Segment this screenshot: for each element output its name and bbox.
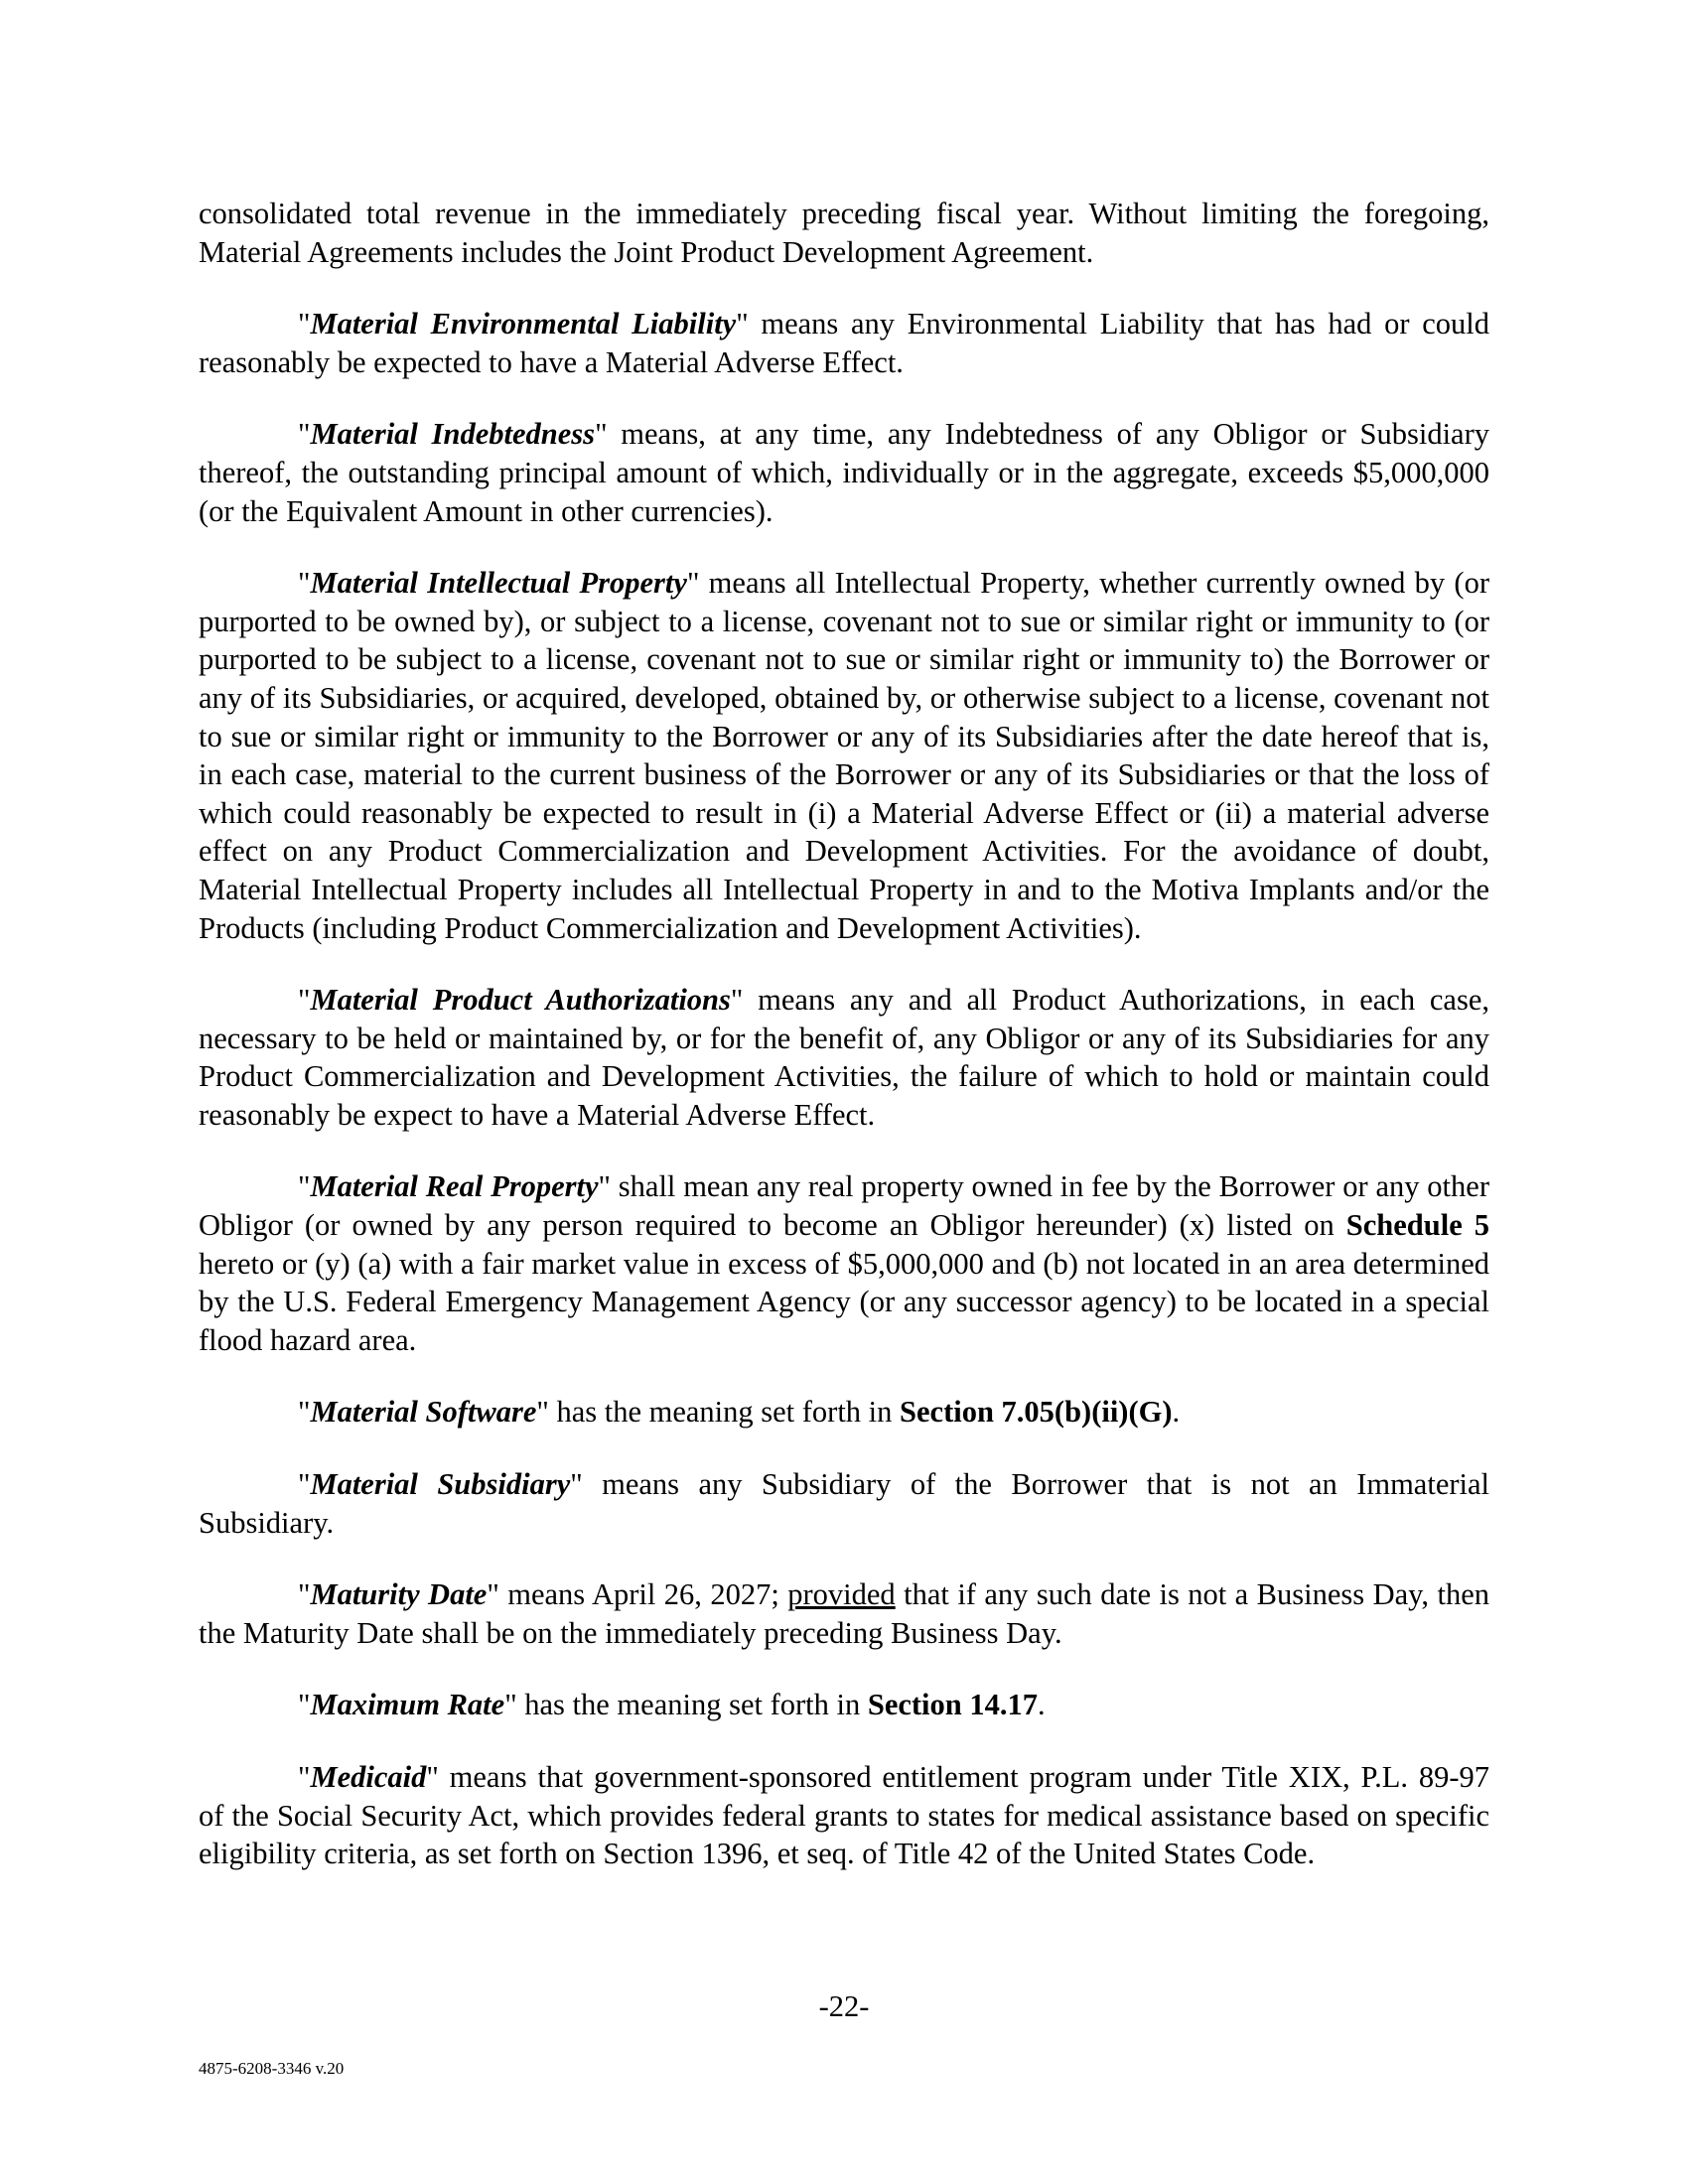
definition-text: means any Subsidiary of the Borrower that is not an Immaterial Subsidiary. [199, 1467, 1489, 1540]
defined-term: Medicaid [310, 1760, 427, 1794]
definition-material-software: "Material Software" has the meaning set forth in Section 7.05(b)(ii)(G). [298, 1395, 1181, 1430]
definition-material-real-property: "Material Real Property" shall mean any real property owned in fee by the Borrower or any other Obligor (or owned by any person required to become an Obligor hereunder) (x) listed on Schedule 5 hereto or (y) (a) with a fair market value in excess of $5,000,000 and (b) not located in an area determined by the U.S. Federal Emergency Management Agency (or any successor agency) to be located in a special flood hazard area. [199, 1169, 1489, 1357]
defined-term: Material Intellectual Property [310, 566, 687, 601]
definition-maximum-rate: "Maximum Rate" has the meaning set forth in Section 14.17. [298, 1688, 1046, 1722]
definition-material-environmental-liability: "Material Environmental Liability" means any Environmental Liability that has had or could reasonably be expected to have a Material Adverse Effect. [199, 307, 1489, 379]
section-reference: Section 14.17 [867, 1688, 1038, 1722]
defined-term: Material Indebtedness [310, 417, 596, 452]
defined-term: Material Product Authorizations [310, 983, 731, 1018]
document-body [199, 195, 1489, 1907]
definition-text: hereto or (y) (a) with a fair market value in excess of $5,000,000 and (b) not located in an area determined by the U.S. Federal Emergency Management Agency (or any successor agency) to be located in a special flood hazard area. [199, 1246, 1489, 1357]
definition-text: means all Intellectual Property, whether currently owned by (or purported to be owned by), or subject to a license, covenant not to sue or similar right or immunity to (or purported to be subject to a license, covenant not to sue or similar right or immunity to) the Borrower or any of its Subsidiaries, or acquired, developed, obtained by, or otherwise subject to a license, covenant not to sue or similar right or immunity to the Borrower or any of its Subsidiaries after the date hereof that is, in each case, material to the current business of the Borrower or any of its Subsidiaries or that the loss of which could reasonably be expected to result in (i) a Material Adverse Effect or (ii) a material adverse effect on any Product Commercialization and Development Activities. For the avoidance of doubt, Material Intellectual Property includes all Intellectual Property in and to the Motiva Implants and/or the Products (including Product Commercialization and Development Activities). [199, 566, 1489, 945]
definition-material-indebtedness: "Material Indebtedness" means, at any time, any Indebtedness of any Obligor or Subsidiary thereof, the outstanding principal amount of which, individually or in the aggregate, exceeds $5,000,000 (or the Equivalent Amount in other currencies). [199, 417, 1489, 528]
defined-term: Maximum Rate [310, 1688, 505, 1722]
paragraph-text: consolidated total revenue in the immediately preceding fiscal year. Without limiting the foregoing, Material Agreements includes the Joint Product Development Agreement. [199, 197, 1489, 269]
document-id: 4875-6208-3346 v.20 [199, 2059, 345, 2078]
definition-text: means, at any time, any Indebtedness of any Obligor or Subsidiary thereof, the outstanding principal amount of which, individually or in the aggregate, exceeds $5,000,000 (or the Equivalent Amount in other currencies). [199, 417, 1489, 528]
defined-term: Material Real Property [310, 1169, 599, 1204]
definition-material-intellectual-property: "Material Intellectual Property" means all Intellectual Property, whether currently owned by (or purported to be owned by), or subject to a license, covenant not to sue or similar right or immunity to (or purported to be subject to a license, covenant not to sue or similar right or immunity to) the Borrower or any of its Subsidiaries, or acquired, developed, obtained by, or otherwise subject to a license, covenant not to sue or similar right or immunity to the Borrower or any of its Subsidiaries after the date hereof that is, in each case, material to the current business of the Borrower or any of its Subsidiaries or that the loss of which could reasonably be expected to result in (i) a Material Adverse Effect or (ii) a material adverse effect on any Product Commercialization and Development Activities. For the avoidance of doubt, Material Intellectual Property includes all Intellectual Property in and to the Motiva Implants and/or the Products (including Product Commercialization and Development Activities). [199, 566, 1489, 945]
underlined-proviso: provided [787, 1577, 896, 1612]
defined-term: Material Environmental Liability [310, 307, 737, 341]
definition-text: means any and all Product Authorizations, in each case, necessary to be held or maintained by, or for the benefit of, any Obligor or any of its Subsidiaries for any Product Commercialization and Development Activities, the failure of which to hold or maintain could reasonably be expect to have a Material Adverse Effect. [199, 983, 1489, 1132]
section-reference: Section 7.05(b)(ii)(G) [900, 1395, 1173, 1430]
definition-text: means April 26, 2027; [498, 1577, 788, 1612]
defined-term: Material Software [310, 1395, 537, 1430]
definition-text: . [1172, 1395, 1181, 1430]
definition-text: . [1038, 1688, 1046, 1722]
definition-text: has the meaning set forth in [548, 1395, 901, 1430]
schedule-reference: Schedule 5 [1345, 1208, 1489, 1243]
defined-term: Maturity Date [310, 1577, 488, 1612]
definition-maturity-date: "Maturity Date" means April 26, 2027; provided that if any such date is not a Business Day, then the Maturity Date shall be on the immediately preceding Business Day. [199, 1577, 1489, 1650]
page-number: -22- [818, 1989, 870, 2023]
definition-text: shall mean any real property owned in fee by the Borrower or any other Obligor (or owned by any person required to become an Obligor hereunder) (x) listed on [199, 1169, 1489, 1243]
defined-term: Material Subsidiary [310, 1467, 571, 1502]
definition-medicaid: "Medicaid" means that government-sponsored entitlement program under Title XIX, P.L. 89-97 of the Social Security Act, which provides federal grants to states for medical assistance based on specific eligibility criteria, as set forth on Section 1396, et seq. of Title 42 of the United States Code. [199, 1760, 1489, 1871]
definition-text: means that government-sponsored entitlement program under Title XIX, P.L. 89-97 of the Social Security Act, which provides federal grants to states for medical assistance based on specific eligibility criteria, as set forth on Section 1396, et seq. of Title 42 of the United States Code. [199, 1760, 1489, 1871]
definition-text: means any Environmental Liability that has had or could reasonably be expected to have a Material Adverse Effect. [199, 307, 1489, 379]
definition-material-subsidiary: "Material Subsidiary" means any Subsidiary of the Borrower that is not an Immaterial Subsidiary. [199, 1467, 1489, 1540]
paragraph-continuation [199, 195, 1489, 271]
definition-text: has the meaning set forth in [516, 1688, 868, 1722]
definition-material-product-authorizations: "Material Product Authorizations" means any and all Product Authorizations, in each case, necessary to be held or maintained by, or for the benefit of, any Obligor or any of its Subsidiaries for any Product Commercialization and Development Activities, the failure of which to hold or maintain could reasonably be expect to have a Material Adverse Effect. [199, 983, 1489, 1132]
definition-text: that if any such date is not a Business Day, then the Maturity Date shall be on the immediately preceding Business Day. [199, 1577, 1489, 1650]
